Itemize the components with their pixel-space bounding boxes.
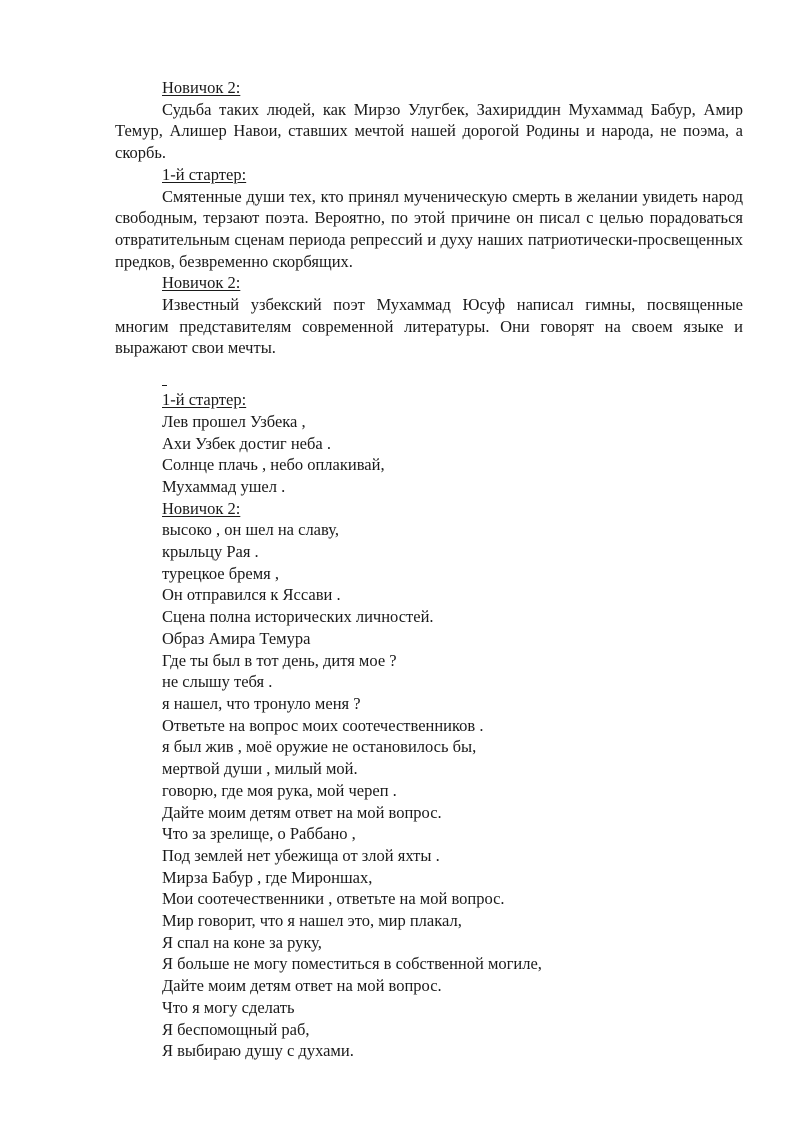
speaker-label: 1-й стартер: [162,390,247,410]
speaker-label: Новичок 2: [162,273,241,293]
verse-stanza [115,519,743,1062]
verse-line: говорю, где моя рука, мой череп . [162,780,397,800]
verse-line: Сцена полна исторических личностей. [162,607,434,627]
verse-line: я был жив , моё оружие не остановилось бы, [162,737,477,757]
verse-line: мертвой души , милый мой. [162,759,358,779]
document-page [115,77,743,1062]
verse-line: я нашел, что тронуло меня ? [162,693,361,713]
verse-line: Я выбираю душу с духами. [162,1041,354,1061]
verse-line: Под землей нет убежища от злой яхты . [162,845,440,865]
verse-line: Что я могу сделать [162,997,295,1017]
paragraph: Судьба таких людей, как Мирзо Улугбек, Захириддин Мухаммад Бабур, Амир Темур, Алишер Навои, ставших мечтой нашей дорогой Родины и народа, не поэма, а скорбь. [115,99,743,163]
paragraph: Известный узбекский поэт Мухаммад Юсуф написал гимны, посвященные многим представителям современной литературы. Они говорят на своем языке и выражают свои мечты. [115,295,743,358]
verse-line: крыльцу Рая . [162,542,259,562]
verse-stanza [115,411,743,498]
verse-line: Ахи Узбек достиг неба . [162,433,331,453]
verse-line: Мухаммад ушел . [162,476,286,496]
speaker-label: Новичок 2: [162,498,241,518]
verse-line: Что за зрелище, о Раббано , [162,824,356,844]
verse-line: турецкое бремя , [162,563,279,583]
verse-line: Он отправился к Яссави . [162,585,341,605]
verse-line: не слышу тебя . [162,672,273,692]
verse-section [115,379,743,1062]
speaker-label: 1-й стартер: [162,164,247,184]
verse-line: Солнце плачь , небо оплакивай, [162,455,385,475]
verse-line: Ответьте на вопрос моих соотечественников . [162,715,484,735]
speaker-label: Новичок 2: [162,78,241,97]
verse-line: Я беспомощный раб, [162,1019,310,1039]
underline-marker [115,379,743,389]
verse-line: Мирза Бабур , где Мироншах, [162,867,373,887]
verse-line: Образ Амира Темура [162,628,311,648]
verse-line: высоко , он шел на славу, [162,520,339,540]
verse-line: Дайте моим детям ответ на мой вопрос. [162,802,442,822]
verse-line: Я спал на коне за руку, [162,932,322,952]
verse-line: Где ты был в тот день, дитя мое ? [162,650,397,670]
verse-line: Я больше не могу поместиться в собственной могиле, [162,954,542,974]
verse-line: Лев прошел Узбека , [162,411,306,431]
dialogue-section [115,77,743,359]
verse-line: Мои соотечественники , ответьте на мой вопрос. [162,889,505,909]
paragraph: Смятенные души тех, кто принял мученическую смерть в желании увидеть народ свободным, терзают поэта. Вероятно, по этой причине он писал с целью порадоваться отвратительным сценам периода репрессий и духу наших патриотически-просвещенных предков, безвременно скорбящих. [115,186,743,271]
verse-line: Дайте моим детям ответ на мой вопрос. [162,976,442,996]
verse-line: Мир говорит, что я нашел это, мир плакал, [162,911,462,931]
